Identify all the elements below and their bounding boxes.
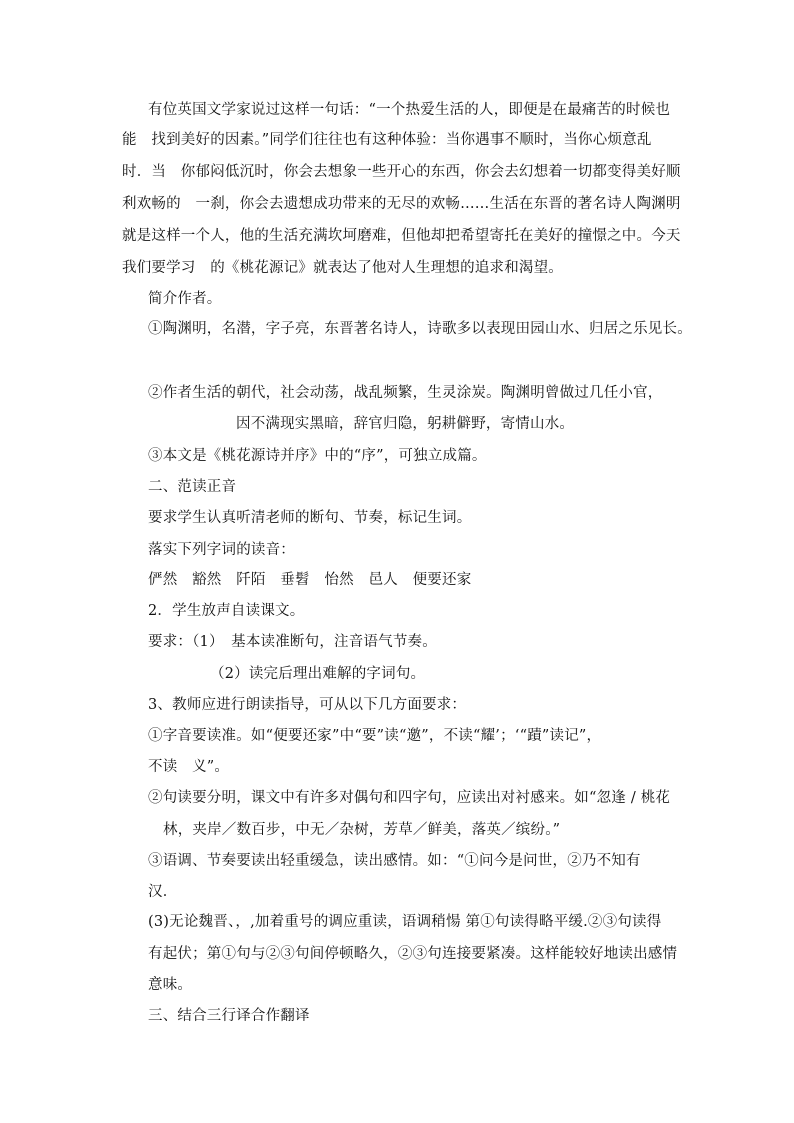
author-point-2-cont: 因不满现实黑暗，辞官归隐，躬耕僻野，寄情山水。 [236, 416, 575, 432]
guide-point-3b-end: 意味。 [148, 977, 193, 993]
guide-point-3b: (3)无论魏晋、，,加着重号的调应重读，语调稍愓 第①句读得略平缓.②③句读得 [148, 914, 662, 930]
section-3-heading: 三、结合三行译合作翻译 [148, 1008, 310, 1024]
intro-line-5: 就是这样一个人，他的生活充满坎坷磨难，但他却把希望寄托在美好的撞憬之中。今天 [122, 228, 681, 244]
guide-point-2-cont: 林，夹岸／数百步，中无／杂树，芳草／鲜美，落英／缤纷。” [163, 822, 561, 838]
pronunciation-heading: 落实下列字词的读音： [148, 542, 295, 558]
guide-point-1: ①字音要读准。如“便要还家”中“要”读“邀”，不读“耀’；‘“蹟”读记”， [148, 728, 602, 744]
author-point-2: ②作者生活的朝代，社会动荡，战乱频繁，生灵涂炭。陶渊明曾做过几任小官， [148, 385, 663, 401]
intro-line-3: 时．当 你郁闷低沉时，你会去想象一些开心的东西，你会去幻想着一切都变得美好顺 [122, 164, 681, 180]
intro-line-6: 我们要学习 的《桃花源记》就表达了他对人生理想的追求和渴望。 [122, 260, 563, 276]
step-3-line: 3、教师应进行朗读指导，可从以下几方面要求： [148, 697, 467, 713]
requirement-1: 要求：（1） 基本读准断句，注音语气节奏。 [148, 634, 437, 650]
guide-point-1-cont: 不读 义”。 [148, 759, 230, 775]
requirement-line: 要求学生认真听清老师的断句、节奏，标记生词。 [148, 510, 472, 526]
guide-point-2: ②句读要分明，课文中有许多对偶句和四字句，应读出对衬感来。如“忽逢 / 桃花 [148, 790, 671, 806]
intro-line-1: 有位英国文学家说过这样一句话：“一个热爱生活的人，即便是在最痛苦的时候也 [148, 102, 671, 118]
vocab-words: 俨然 豁然 阡陌 垂髫 怡然 邑人 便要还家 [148, 572, 472, 588]
intro-line-4: 利欢畅的 一刹，你会去遗想成功带来的无尽的欢畅……生活在东晋的著名诗人陶渊明 [122, 196, 681, 212]
step-2-line: 2．学生放声自读课文。 [148, 603, 305, 619]
guide-point-3: ③语调、节奏要读出轻重缓急，读出感情。如：“①问今是问世，②乃不知有 [148, 853, 641, 869]
section-2-heading: 二、范读正音 [148, 479, 237, 495]
section-author-heading: 简介作者。 [148, 291, 222, 307]
requirement-2: （2）读完后理出难解的字词句。 [210, 666, 426, 682]
author-point-3: ③本文是《桃花源诗并序》中的“序”，可独立成篇。 [148, 448, 487, 464]
author-point-1: ①陶渊明，名潜，字子亮，东晋著名诗人，诗歌多以表现田园山水、归居之乐见长。 [148, 321, 692, 337]
guide-point-3-cont: 汉． [148, 884, 178, 900]
intro-line-2: 能 找到美好的因素。”同学们往往也有这种体验：当你遇事不顺时，当你心烦意乱 [122, 132, 652, 148]
guide-point-3b-cont: 有起伏；第①句与②③句间停顿略久，②③句连接要紧凑。这样能较好地读出感情 [148, 946, 678, 962]
